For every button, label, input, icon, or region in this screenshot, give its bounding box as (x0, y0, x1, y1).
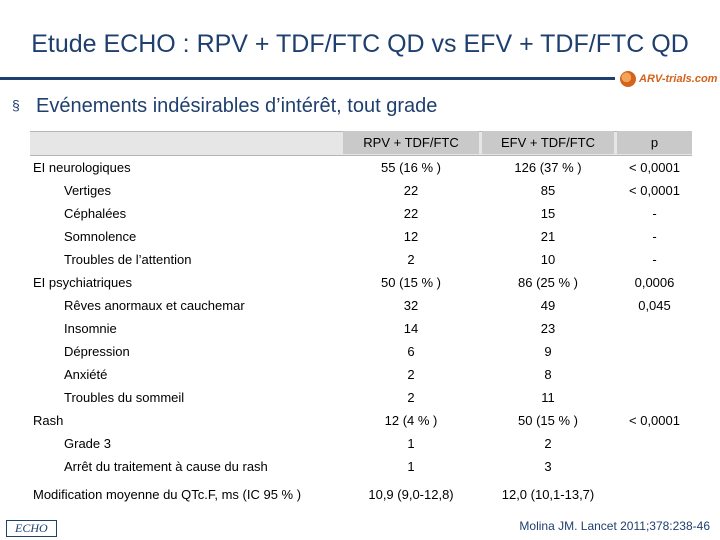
table-row (30, 225, 692, 248)
slide-subtitle (12, 95, 437, 118)
table-row (30, 202, 692, 225)
table-row (30, 409, 692, 432)
cell-efv: 50 (15 % ) (518, 413, 578, 428)
subtitle-text: Evénements indésirables d’intérêt, tout grade (36, 95, 438, 117)
slide-title: Etude ECHO : RPV + TDF/FTC QD vs EFV + TDF/FTC QD (31, 30, 689, 58)
table-row (30, 179, 692, 202)
row-label: EI neurologiques (33, 160, 131, 175)
row-label: Rash (33, 413, 64, 428)
cell-efv: 15 (540, 206, 556, 221)
bullet-icon: § (12, 97, 20, 113)
cell-rpv: 22 (403, 183, 419, 198)
row-label: Grade 3 (64, 436, 111, 451)
cell-p: - (652, 206, 657, 221)
cell-efv: 21 (540, 229, 556, 244)
row-label: Arrêt du traitement à cause du rash (64, 459, 268, 474)
logo-text: ARV-trials.com (639, 73, 718, 85)
cell-rpv: 14 (403, 321, 419, 336)
adverse-events-table (30, 131, 692, 512)
table-row (30, 294, 692, 317)
column-header-efv: EFV + TDF/FTC (482, 131, 614, 154)
reference-citation: Molina JM. Lancet 2011;378:238-46 (519, 519, 710, 533)
title-divider (0, 77, 615, 80)
logo-icon (620, 71, 636, 87)
cell-p: < 0,0001 (629, 160, 680, 175)
row-label: Vertiges (64, 183, 111, 198)
row-label: Anxiété (64, 367, 108, 382)
cell-p: 0,045 (638, 298, 671, 313)
cell-rpv: 2 (407, 367, 415, 382)
column-header-p: p (617, 131, 692, 154)
row-label: Troubles du sommeil (64, 390, 185, 405)
cell-rpv: 10,9 (9,0-12,8) (368, 487, 454, 502)
cell-rpv: 22 (403, 206, 419, 221)
table-row (30, 432, 692, 455)
table-row (30, 363, 692, 386)
cell-rpv: 2 (407, 390, 415, 405)
cell-efv: 86 (25 % ) (518, 275, 578, 290)
table-row (30, 156, 692, 179)
cell-rpv: 12 (4 % ) (384, 413, 438, 428)
row-label: Céphalées (64, 206, 127, 221)
row-label: Somnolence (64, 229, 137, 244)
study-tag: ECHO (6, 520, 57, 537)
cell-efv: 49 (540, 298, 556, 313)
row-label: EI psychiatriques (33, 275, 132, 290)
cell-efv: 23 (540, 321, 556, 336)
row-label: Insomnie (64, 321, 117, 336)
cell-rpv: 1 (407, 436, 415, 451)
cell-rpv: 1 (407, 459, 415, 474)
cell-efv: 8 (544, 367, 552, 382)
row-label: Dépression (64, 344, 130, 359)
cell-rpv: 32 (403, 298, 419, 313)
row-label: Troubles de l’attention (64, 252, 192, 267)
cell-p: < 0,0001 (629, 413, 680, 428)
cell-rpv: 12 (403, 229, 419, 244)
cell-efv: 9 (544, 344, 552, 359)
cell-efv: 10 (540, 252, 556, 267)
table-row (30, 478, 692, 512)
cell-rpv: 6 (407, 344, 415, 359)
cell-efv: 11 (541, 390, 555, 405)
table-header (30, 131, 692, 156)
table-row (30, 455, 692, 478)
cell-p: - (652, 252, 657, 267)
table-row (30, 340, 692, 363)
cell-rpv: 2 (407, 252, 415, 267)
column-header-rpv: RPV + TDF/FTC (343, 131, 479, 154)
arv-trials-logo (620, 68, 717, 90)
cell-rpv: 50 (15 % ) (381, 275, 441, 290)
table-row (30, 271, 692, 294)
cell-p: < 0,0001 (629, 183, 680, 198)
cell-efv: 126 (37 % ) (514, 160, 582, 175)
cell-p: - (652, 229, 657, 244)
cell-efv: 2 (544, 436, 552, 451)
row-label: Rêves anormaux et cauchemar (64, 298, 245, 313)
table-row (30, 386, 692, 409)
cell-efv: 3 (544, 459, 552, 474)
cell-efv: 85 (540, 183, 556, 198)
table-row (30, 248, 692, 271)
cell-efv: 12,0 (10,1-13,7) (501, 487, 595, 502)
cell-rpv: 55 (16 % ) (381, 160, 441, 175)
cell-p: 0,0006 (634, 275, 675, 290)
table-row (30, 317, 692, 340)
row-label: Modification moyenne du QTc.F, ms (IC 95 % ) (33, 487, 302, 502)
